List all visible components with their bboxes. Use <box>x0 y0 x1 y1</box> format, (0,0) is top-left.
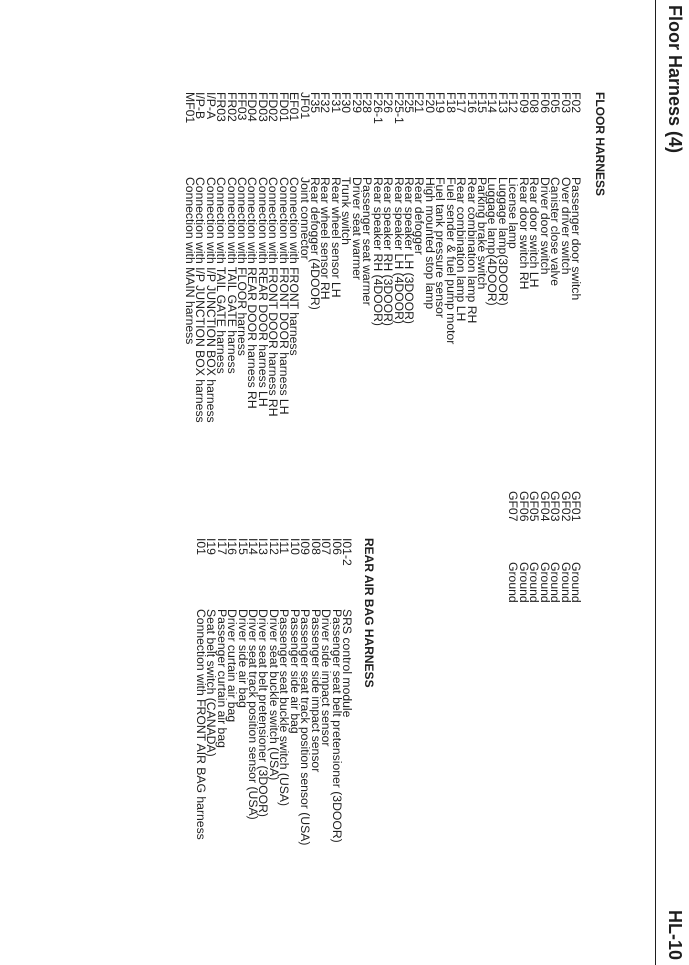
rear-air-bag-harness-list <box>195 538 352 845</box>
connector-code: I06 <box>329 538 344 555</box>
connector-row <box>328 92 343 423</box>
connector-code: I/P-B <box>193 92 208 120</box>
connector-description: Rear wheel sensor LH <box>328 177 343 298</box>
connector-description: High mounted stop lamp <box>422 177 437 310</box>
connector-description: Luggage lamp(4DOOR) <box>485 177 500 306</box>
connector-row <box>495 92 510 423</box>
connector-description: Rear defogger (4DOOR) <box>308 177 323 310</box>
connector-description: Fuel sender & fuel pump motor <box>443 177 458 345</box>
connector-code: MF01 <box>182 92 197 124</box>
connector-description: Connection with FLOOR harness <box>235 177 249 356</box>
floor-harness-title: FLOOR HARNESS <box>593 92 607 197</box>
connector-row <box>349 92 364 423</box>
connector-code: F08 <box>527 92 542 114</box>
connector-code: F30 <box>339 92 354 114</box>
connector-description: Connection with REAR DOOR harness LH <box>255 177 270 407</box>
connector-description: Rear door switch RH <box>516 177 531 290</box>
connector-description: Passenger seat warmer <box>360 177 375 306</box>
connector-code: FF03 <box>235 92 249 121</box>
connector-description: Connection with TAIL GATE harness <box>224 177 239 374</box>
connector-description: Rear combination lamp RH <box>464 177 479 324</box>
connector-code: F03 <box>558 92 573 114</box>
connector-code: I10 <box>287 538 302 555</box>
connector-row <box>506 491 521 603</box>
connector-description: Driver seat warmer <box>349 177 364 280</box>
connector-description: Rear combination lamp LH <box>454 177 469 322</box>
connector-code: F05 <box>548 92 563 114</box>
connector-description: Parking brake switch <box>475 177 490 290</box>
page-title: Floor Harness (4) <box>665 5 685 154</box>
connector-description: Passenger side air bag <box>287 609 302 734</box>
connector-code: FD01 <box>276 92 291 122</box>
connector-code: F31 <box>328 92 343 114</box>
connector-description: Joint connector <box>297 177 312 260</box>
ground-list <box>508 491 581 603</box>
connector-code: I15 <box>235 538 250 555</box>
connector-code: F32 <box>318 92 333 114</box>
connector-row <box>255 92 270 423</box>
connector-code: FR03 <box>214 92 229 122</box>
connector-code: I17 <box>214 538 229 555</box>
connector-code: F29 <box>349 92 364 114</box>
connector-code: F21 <box>412 92 427 114</box>
connector-code: EF01 <box>287 92 302 122</box>
connector-code: GF07 <box>506 491 521 522</box>
connector-code: I09 <box>298 538 313 555</box>
connector-code: F14 <box>485 92 500 114</box>
connector-description: Ground <box>506 562 521 603</box>
connector-description: Connection with REAR DOOR harness RH <box>245 177 260 409</box>
connector-description: Passenger curtain air bag <box>214 609 229 748</box>
connector-description: Ground <box>558 562 573 603</box>
connector-description: Rear wheel sensor RH <box>318 177 333 300</box>
connector-description: Driver door switch <box>537 177 552 275</box>
connector-code: F18 <box>443 92 458 114</box>
connector-description: Ground <box>537 562 552 603</box>
connector-description: Rear speaker LH (3DOOR) <box>402 177 416 324</box>
connector-code: I12 <box>266 538 281 555</box>
connector-description: Driver seat belt pretensioner (3DOOR) <box>256 609 271 817</box>
connector-description: Driver curtain air bag <box>225 609 240 723</box>
connector-code: F06 <box>537 92 552 114</box>
connector-description: Driver seat buckle switch (USA) <box>266 609 281 781</box>
connector-code: FR02 <box>224 92 239 122</box>
connector-description: Trunk switch <box>339 177 354 245</box>
connector-code: F15 <box>475 92 490 114</box>
connector-description: Connection with MAIN harness <box>182 177 197 345</box>
connector-description: Passenger side impact sensor <box>308 609 323 773</box>
connector-description: Driver side air bag <box>235 609 250 708</box>
connector-description: License lamp <box>506 177 521 249</box>
connector-code: I13 <box>256 538 271 555</box>
connector-description: Rear speaker RH (4DOOR) <box>370 177 385 326</box>
connector-row <box>516 92 531 423</box>
connector-description: Fuel tank pressure sensor <box>433 177 448 318</box>
connector-code: FD03 <box>255 92 270 122</box>
rear-air-bag-harness-title: REAR AIR BAG HARNESS <box>362 538 376 688</box>
connector-code: I14 <box>246 538 261 555</box>
connector-description: SRS control module <box>340 609 354 718</box>
connector-code: GF04 <box>537 491 552 522</box>
connector-code: I08 <box>308 538 323 555</box>
connector-description: Connection with FRONT harness <box>287 177 302 356</box>
connector-code: GF05 <box>527 491 542 522</box>
connector-description: Connection with I/P JUNCTION BOX harness <box>193 177 208 423</box>
connector-code: F02 <box>569 92 583 114</box>
connector-code: GF01 <box>569 491 583 522</box>
connector-code: F16 <box>464 92 479 114</box>
header-divider <box>655 0 656 965</box>
connector-code: F25-1 <box>391 92 406 124</box>
connector-code: I16 <box>225 538 240 555</box>
connector-code: F17 <box>454 92 469 114</box>
connector-description: Connection with FRONT DOOR harness RH <box>266 177 281 417</box>
connector-description: Connection with FRONT AIR BAG harness <box>193 609 208 840</box>
connector-code: I07 <box>319 538 334 555</box>
connector-description: Over driver switch <box>558 177 573 275</box>
connector-code: GF03 <box>548 491 563 522</box>
connector-code: F35 <box>308 92 323 114</box>
connector-description: Driver side impact sensor <box>319 609 334 747</box>
connector-description: Connection with TAIL GATE harness <box>214 177 229 374</box>
page-number: HL-10 <box>665 909 685 960</box>
connector-description: Ground <box>516 562 531 603</box>
connector-code: FD04 <box>245 92 260 122</box>
connector-description: Connection with I/P JUNCTION BOX harness <box>203 177 218 423</box>
connector-description: Passenger door switch <box>569 177 583 301</box>
connector-description: Passenger seat belt pretensioner (3DOOR) <box>329 609 344 843</box>
connector-code: I19 <box>204 538 219 555</box>
connector-row <box>422 92 437 423</box>
connector-code: F28 <box>360 92 375 114</box>
connector-description: Seat belt switch (CANADA) <box>204 609 219 757</box>
connector-description: Ground <box>569 562 583 603</box>
connector-code: F09 <box>516 92 531 114</box>
connector-description: Luggage lamp(3DOOR) <box>495 177 510 306</box>
connector-description: Driver seat track position sensor (USA) <box>246 609 261 820</box>
connector-code: F13 <box>495 92 510 114</box>
connector-description: Ground <box>527 562 542 603</box>
connector-code: I11 <box>277 538 292 555</box>
connector-description: Rear speaker RH (3DOOR) <box>381 177 396 326</box>
connector-code: I01-2 <box>340 538 354 566</box>
connector-description: Passenger seat buckle switch (USA) <box>277 609 292 807</box>
floor-harness-list <box>184 92 581 423</box>
connector-code: F12 <box>506 92 521 114</box>
connector-code: GF02 <box>558 491 573 522</box>
connector-description: Rear door switch LH <box>527 177 542 288</box>
connector-code: F20 <box>422 92 437 114</box>
connector-code: GF06 <box>516 491 531 522</box>
connector-code: I/P-A <box>203 92 218 120</box>
connector-description: Rear defogger <box>412 177 427 255</box>
connector-description: Connection with FRONT DOOR harness LH <box>276 177 291 415</box>
connector-code: I01 <box>193 538 208 555</box>
connector-code: F26 <box>381 92 396 114</box>
connector-description: Passenger seat track position sensor (USA) <box>298 609 313 846</box>
connector-description: Rear speaker LH (4DOOR) <box>391 177 406 324</box>
connector-row <box>193 538 208 845</box>
connector-description: Canister close valve <box>548 177 563 287</box>
connector-code: F19 <box>433 92 448 114</box>
connector-code: F25 <box>402 92 416 114</box>
connector-code: JF01 <box>297 92 312 120</box>
connector-code: F26-1 <box>370 92 385 124</box>
connector-description: Ground <box>548 562 563 603</box>
connector-code: FD02 <box>266 92 281 122</box>
